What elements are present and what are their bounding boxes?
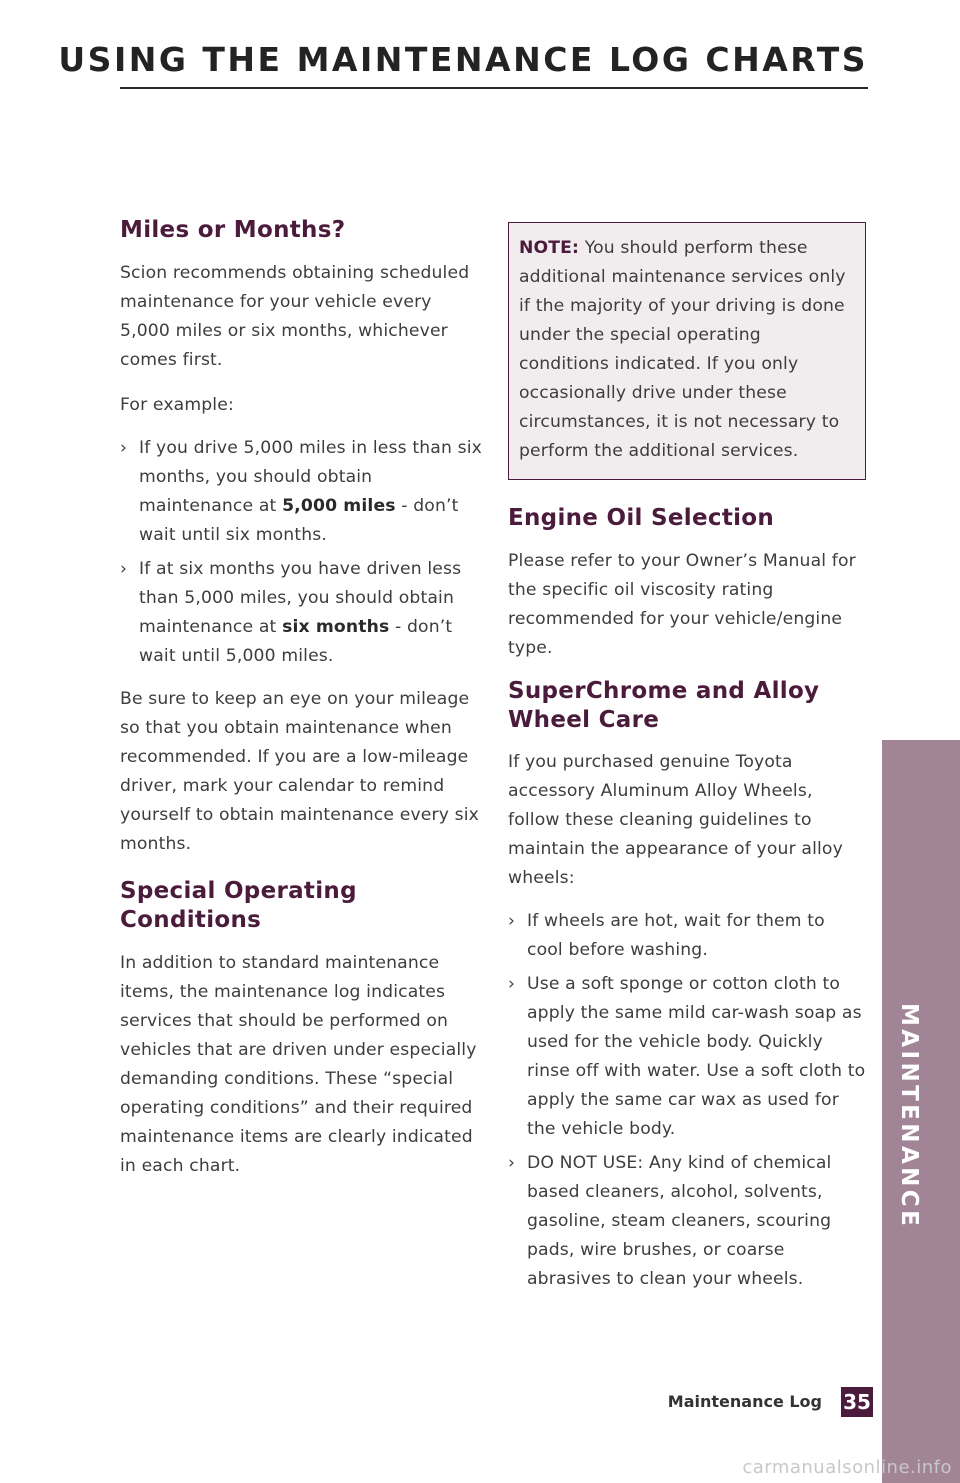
list-item [508, 907, 866, 965]
heading-line: SuperChrome and Alloy [508, 678, 820, 704]
list-item [508, 1149, 866, 1294]
list-item [508, 970, 866, 1144]
section-tab-label: MAINTENANCE [896, 1003, 922, 1230]
list-item-text: If at six months you have driven less than 5,000 miles, you should obtain maintenance at [139, 559, 462, 637]
bullet-chevron-icon: › [120, 559, 128, 579]
wheel-care-intro: If you purchased genuine Toyota accessory Aluminum Alloy Wheels, follow these cleaning guidelines to maintain the appearance of your alloy wheels: [508, 752, 843, 888]
footer-section-label: Maintenance Log [667, 1392, 822, 1411]
bullet-chevron-icon: › [120, 438, 128, 458]
emphasis-text: six months [282, 617, 390, 637]
header-divider [120, 87, 868, 89]
list-item-text: If you drive 5,000 miles in less than six months, you should obtain maintenance at [139, 438, 482, 516]
page-title: USING THE MAINTENANCE LOG CHARTS [58, 40, 868, 79]
list-item-text: If wheels are hot, wait for them to cool before washing. [527, 911, 825, 960]
heading-line: Wheel Care [508, 707, 660, 733]
list-item [120, 434, 482, 550]
bullet-chevron-icon: › [508, 911, 516, 931]
note-text: You should perform these additional maintenance services only if the majority of your driving is done under the special operating conditions indicated. If you only occasionally drive under these circumstances, it is not necessary to perform the additional services. [519, 238, 846, 461]
bullet-chevron-icon: › [508, 1153, 516, 1173]
list-item [120, 555, 482, 671]
example-label: For example: [120, 395, 234, 415]
list-item-text: - don’t wait until six months. [139, 496, 459, 545]
mileage-reminder-paragraph: Be sure to keep an eye on your mileage so that you obtain maintenance when recommended. If you are a low-mileage driver, mark your calendar to remind yourself to obtain maintenance every six months. [120, 689, 479, 854]
page-number: 35 [841, 1387, 873, 1417]
heading-wheel-care [508, 677, 866, 735]
right-column [508, 222, 866, 1294]
list-item-text: DO NOT USE: Any kind of chemical based cleaners, alcohol, solvents, gasoline, steam cleaners, scouring pads, wire brushes, or coarse abrasives to clean your wheels. [527, 1153, 832, 1289]
watermark-text: carmanualsonline.info [742, 1457, 952, 1478]
example-list [120, 434, 482, 671]
miles-intro-paragraph: Scion recommends obtaining scheduled maintenance for your vehicle every 5,000 miles or six months, whichever comes first. [120, 263, 470, 370]
note-box [508, 222, 866, 480]
heading-special-operating-conditions: Special Operating Conditions [120, 878, 357, 933]
engine-oil-paragraph: Please refer to your Owner’s Manual for the specific oil viscosity rating recommended for your vehicle/engine type. [508, 551, 856, 658]
bullet-chevron-icon: › [508, 974, 516, 994]
note-label: NOTE: [519, 238, 580, 258]
list-item-text: Use a soft sponge or cotton cloth to apply the same mild car-wash soap as used for the vehicle body. Quickly rinse off with water. Use a soft cloth to apply the same car wax as used for the vehicle body. [527, 974, 866, 1139]
heading-miles-or-months: Miles or Months? [120, 217, 346, 243]
list-item-text: - don’t wait until 5,000 miles. [139, 617, 453, 666]
left-column [120, 216, 482, 1181]
emphasis-text: 5,000 miles [282, 496, 396, 516]
special-conditions-paragraph: In addition to standard maintenance items, the maintenance log indicates services that should be performed on vehicles that are driven under especially demanding conditions. These “special operating conditions” and their required maintenance items are clearly indicated in each chart. [120, 953, 477, 1176]
heading-engine-oil-selection: Engine Oil Selection [508, 505, 775, 531]
wheel-care-list [508, 907, 866, 1294]
